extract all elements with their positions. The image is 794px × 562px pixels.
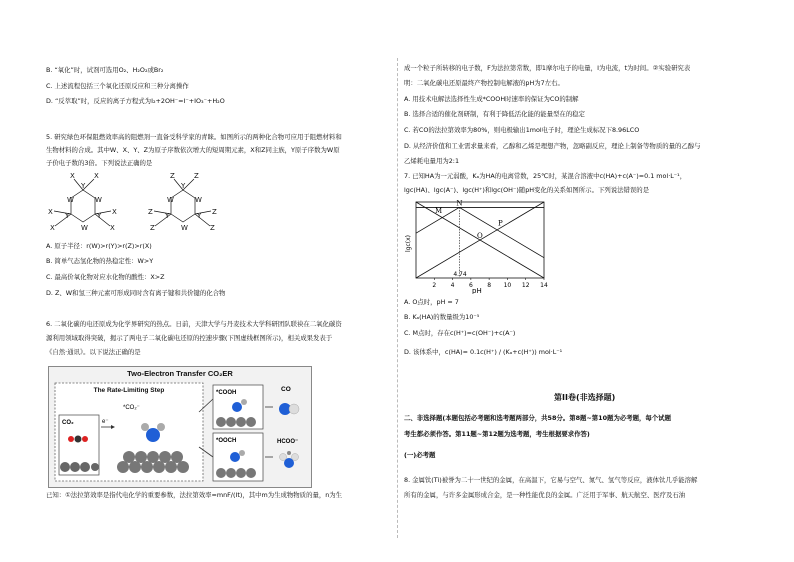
atom-label: X (70, 172, 75, 180)
point-label-P: P (498, 219, 503, 228)
section-intro: 二、非选择题(本题包括必考题和选考题两部分，共58分。第8题~第10题为必考题，每个试题 (404, 414, 671, 422)
section-title: 第II卷(非选择题) (554, 393, 616, 402)
option-line: C. 若CO的法拉第效率为80%，则电极输出1mol电子时，理论生成标况下8.96LCO (404, 126, 640, 134)
atom-label: X (112, 208, 117, 216)
pka-annotation: 4.74 (453, 271, 467, 278)
option-line: 乙烯耗电量用为2:1 (404, 157, 460, 165)
x-tick-label: 6 (468, 282, 473, 289)
figure-title: Two-Electron Transfer CO₂ER (127, 369, 233, 378)
option-line: A. 原子半径：r(W)>r(Y)>r(Z)>r(X) (46, 242, 152, 250)
atom-label: Z (212, 208, 217, 216)
option-line: B. 简单气态氢化物的热稳定性：W>Y (46, 257, 154, 265)
question-8-text: 所有的金属，与许多金属形成合金，是一种性能优良的金属。广泛用于军事、航天航空、医疗及石油 (404, 491, 686, 499)
question-8-text: 8. 金属钛(Ti)被誉为二十一世纪的金属，在高温下，它易与空气、氮气、氢气等反应，液体钛几乎能溶解 (404, 476, 698, 484)
hcoo-molecule (280, 451, 299, 468)
atom-label: W (195, 196, 202, 204)
option-line: D. “反萃取”时，反应的离子方程式为I₂+2OH⁻=I⁻+IO₃⁻+H₂O (46, 97, 225, 105)
option-line: C. 上述流程包括三个氧化还原反应和三种分离操作 (46, 82, 189, 90)
question-6-note: 已知：①法拉第效率是指代电化学的重要参数，法拉第效率=mnF/(It)，其中m为生成物物质的量，n为生 (46, 491, 343, 499)
option-line: D. 该体系中，c(HA)= 0.1c(H⁺) / (Kₐ+c(H⁺)) mol·L⁻¹ (404, 348, 563, 356)
atom-label: X (94, 172, 99, 180)
point-label-O: O (477, 232, 483, 240)
point-label-M: M (434, 207, 443, 216)
x-tick-label: 2 (432, 282, 437, 289)
question-7-text: lgc(HA)、lgc(A⁻)、lgc(H⁺)和lgc(OH⁻)随pH变化的关系如图所示。下列说法错误的是 (404, 186, 650, 194)
question-6-text: 源利用领域取得突破，揭示了两电子二氧化碳电还原的控速步骤(下图虚线框图所示)，相关成果发表于 (46, 334, 333, 342)
left-column (46, 0, 391, 562)
x-tick-label: 8 (487, 282, 492, 289)
option-line: C. M点时，存在c(H⁺)=c(OH⁻)+c(A⁻) (404, 329, 516, 337)
atom-label: Y (165, 212, 170, 220)
atom-label: Y (81, 182, 86, 190)
question-6-text: 《自然·通讯》。以下说法正确的是 (46, 348, 141, 356)
atom-label: W (181, 224, 188, 232)
x-tick-label: 4 (450, 282, 455, 289)
required-heading: (一)必考题 (404, 451, 436, 459)
column-divider (397, 58, 398, 538)
point-label-N: N (456, 199, 463, 208)
cooh-label: *COOH (216, 390, 237, 396)
atom-label: W (167, 196, 174, 204)
atom-label: Z (148, 208, 153, 216)
atom-label: X (48, 208, 53, 216)
x-tick-label: 10 (503, 282, 512, 289)
co2-adsorbed-label: *CO₂⁻ (123, 405, 140, 411)
atom-label: Y (197, 212, 202, 220)
option-line: B. 选择合适的催化剂研制，有利于降低活化能的能量型在的稳定 (404, 110, 585, 118)
text-line: 明：二氧化碳电还原最终产物控制电解液的pH为7左右。 (404, 79, 564, 87)
question-6-text: 6. 二氧化碳的电还原成为化学界研究的热点。日前，天津大学与丹麦技术大学科研团队联袂在二氧化碳资 (46, 320, 342, 328)
x-axis-label: pH (472, 287, 482, 294)
option-line: C. 最高价氧化物对应水化物的酸性：X>Z (46, 273, 165, 281)
question-5-text: 生物材料的合成。其中W、X、Y、Z为原子序数依次增大的短周期元素，X和Z同主族，Y原子序数为W原 (46, 146, 340, 154)
co2-label: CO₂ (62, 420, 74, 426)
question-7-text: 7. 已知HA为一元弱酸，Kₐ为HA的电离常数，25℃时，某混合溶液中c(HA)+c(A⁻)=0.1 mol·L⁻¹， (404, 172, 687, 180)
atom-label: Y (97, 212, 102, 220)
co2-molecule (68, 436, 88, 443)
molecule-structures (46, 170, 266, 245)
atom-label: W (81, 224, 88, 232)
x-tick-label: 14 (540, 282, 548, 289)
atom-label: X (50, 224, 55, 232)
figure-drawing (49, 367, 311, 487)
atom-label: W (95, 196, 102, 204)
option-line: D. Z、W和氢三种元素可形成同时含有离子键和共价键的化合物 (46, 289, 226, 297)
co-product-label: CO (281, 386, 291, 393)
section-intro: 考生都必须作答。第11题~第12题为选考题，考生根据要求作答) (404, 430, 590, 438)
atom-label: Z (150, 224, 155, 232)
option-line: B. “氧化”时，试剂可选用O₂、H₂O₂或Br₂ (46, 66, 164, 74)
atom-label: Z (210, 224, 215, 232)
electron-label: e⁻ (102, 419, 109, 425)
lgc-ph-chart (404, 196, 554, 294)
atom-label: X (110, 224, 115, 232)
atom-label: Z (170, 172, 175, 180)
question-5-text: 子价电子数的3倍。下列说法正确的是 (46, 159, 153, 167)
option-line: D. 从经济价值和工业需求量来看，乙醇和乙烯是理想产物，忽略副反应，理论上制备等物质的量的乙醇与 (404, 142, 701, 150)
question-5-text: 5. 研究绿色环保阻燃效率高的阻燃剂一直备受科学家的青睐。如图所示的两种化合物可应用于阻燃材料和 (46, 133, 342, 141)
right-column (404, 0, 756, 562)
option-line: A. 用技术电解法选择性生成*COOH时速率的保证为CO的制解 (404, 95, 579, 103)
text-line: 成一个粒子所转移的电子数，F为法拉第常数，即1摩尔电子的电量，I为电流，t为时间。②实验研究表 (404, 64, 691, 72)
option-line: B. Kₐ(HA)的数量级为10⁻⁵ (404, 313, 480, 321)
atom-label: Y (65, 212, 70, 220)
co2-reduction-figure (48, 366, 312, 488)
ooch-label: *OOCH (216, 438, 237, 444)
x-tick-label: 12 (521, 282, 530, 289)
atom-label: W (67, 196, 74, 204)
co-molecule (279, 403, 299, 415)
atom-label: Z (194, 172, 199, 180)
y-axis-label: lgc(x) (405, 234, 412, 252)
hcoo-product-label: HCOO⁻ (277, 439, 299, 445)
atom-label: Y (181, 182, 186, 190)
option-line: A. O点时，pH = 7 (404, 298, 459, 306)
rate-limiting-label: The Rate-Limiting Step (93, 387, 165, 394)
